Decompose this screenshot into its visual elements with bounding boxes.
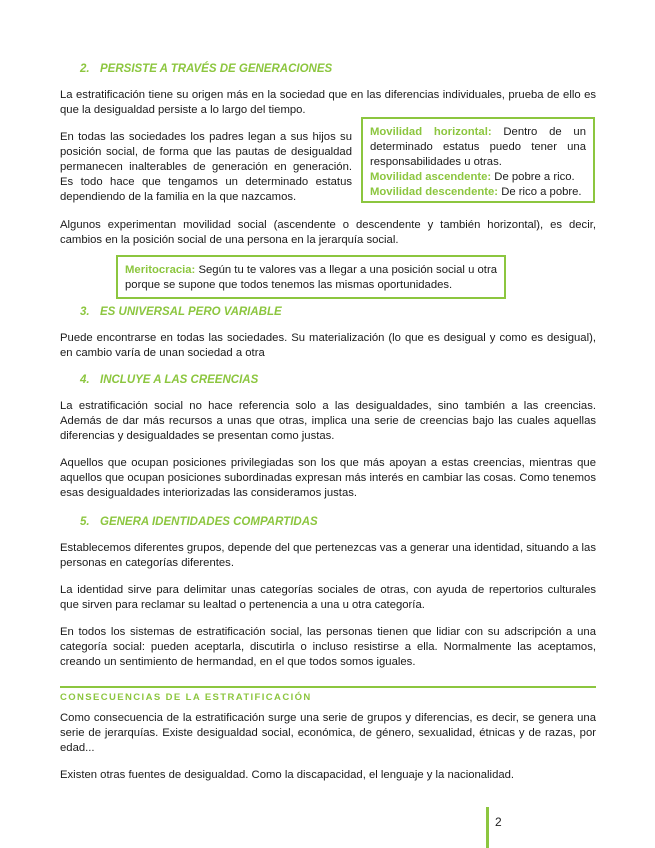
section-number: 5. [80, 516, 90, 528]
consecuencias-title: CONSECUENCIAS DE LA ESTRATIFICACIÓN [60, 692, 312, 703]
page-number-bar [486, 807, 489, 848]
section-number: 4. [80, 374, 90, 386]
movilidad-ascendente [370, 170, 586, 185]
section-heading-2 [80, 62, 332, 77]
section-heading-4 [80, 373, 258, 388]
paragraph-consecuencias: Como consecuencia de la estratificación surge una serie de grupos y diferencias, es decir, se genera una serie de jerarquías. Existe desigualdad social, económica, de género, sexualidad, étnicas y de razas, por edad... [60, 712, 596, 754]
meritocracia-callout [116, 255, 506, 299]
section-number: 2. [80, 63, 90, 75]
def-horizontal: Dentro de un determinado estatus puedo tener una responsabilidades u otras. [370, 126, 586, 168]
paragraph-grupos: Establecemos diferentes grupos, depende del que pertenezcas vas a generar una identidad, situando a las personas en categorías diferentes. [60, 542, 596, 569]
paragraph-legado: En todas las sociedades los padres legan a sus hijos su posición social, de forma que las pautas de desigualdad permanecen inalterables de generación en generación. Es todo hace que tengamos un determinado estatus dependiendo de la familia en la que nazcamos. [60, 131, 352, 203]
movilidad-horizontal [370, 125, 586, 170]
paragraph-origen: La estratificación tiene su origen más en la sociedad que en las diferencias individuales, prueba de ello es que la desigualdad persiste a lo largo del tiempo. [60, 89, 596, 116]
section-title: GENERA IDENTIDADES COMPARTIDAS [100, 516, 318, 528]
term-ascendente: Movilidad ascendente: [370, 171, 492, 183]
section-heading-3 [80, 305, 282, 320]
movilidad-descendente [370, 185, 586, 200]
paragraph-creencias: La estratificación social no hace referencia solo a las desigualdades, sino también a las creencias. Además de dar más recursos a unas que otras, implica una serie de creencias bajo las cuales aquellas diferencias y desigualdades se presentan como justas. [60, 400, 596, 442]
paragraph-identidad: La identidad sirve para delimitar unas categorías sociales de otras, con ayuda de repertorios culturales que sirven para reclamar su lealtad o pertenencia a una u otra categoría. [60, 584, 596, 611]
section-heading-5 [80, 515, 318, 530]
paragraph-universal: Puede encontrarse en todas las sociedades. Su materialización (lo que es desigual y como es desigual), en cambio varía de unan sociedad a otra [60, 332, 596, 359]
def-meritocracia: Según tu te valores vas a llegar a una posición social u otra porque se supone que todos tenemos las mismas oportunidades. [125, 264, 497, 291]
term-horizontal: Movilidad horizontal: [370, 126, 492, 138]
meritocracia-definition [125, 263, 497, 293]
section-title: ES UNIVERSAL PERO VARIABLE [100, 306, 282, 318]
paragraph-privilegiadas: Aquellos que ocupan posiciones privilegiadas son los que más apoyan a estas creencias, mientras que aquellos que ocupan posiciones subordinadas expresan más interés en cambiar las cosas. Como tenemos esas desigualdades interiorizadas las consideramos justas. [60, 457, 596, 499]
movilidad-callout [361, 117, 595, 203]
paragraph-adscripcion: En todos los sistemas de estratificación social, las personas tienen que lidiar con su adscripción a una categoría social: pueden aceptarla, discutirla o incluso resistirse a ella. Normalmente las aceptamos, creando un sentimiento de hermandad, en el que todos somos iguales. [60, 626, 596, 668]
page-number: 2 [495, 815, 502, 829]
section-divider [60, 686, 596, 688]
def-descendente: De rico a pobre. [498, 186, 582, 198]
term-descendente: Movilidad descendente: [370, 186, 499, 198]
section-title: INCLUYE A LAS CREENCIAS [100, 374, 259, 386]
section-title: PERSISTE A TRAVÉS DE GENERACIONES [100, 63, 333, 75]
term-meritocracia: Meritocracia: [125, 264, 196, 276]
section-number: 3. [80, 306, 90, 318]
paragraph-otras-fuentes: Existen otras fuentes de desigualdad. Como la discapacidad, el lenguaje y la nacionalidad. [60, 769, 515, 781]
paragraph-movilidad: Algunos experimentan movilidad social (ascendente o descendente y también horizontal), es decir, cambios en la posición social de una persona en la jerarquía social. [60, 219, 596, 246]
def-ascendente: De pobre a rico. [491, 171, 575, 183]
